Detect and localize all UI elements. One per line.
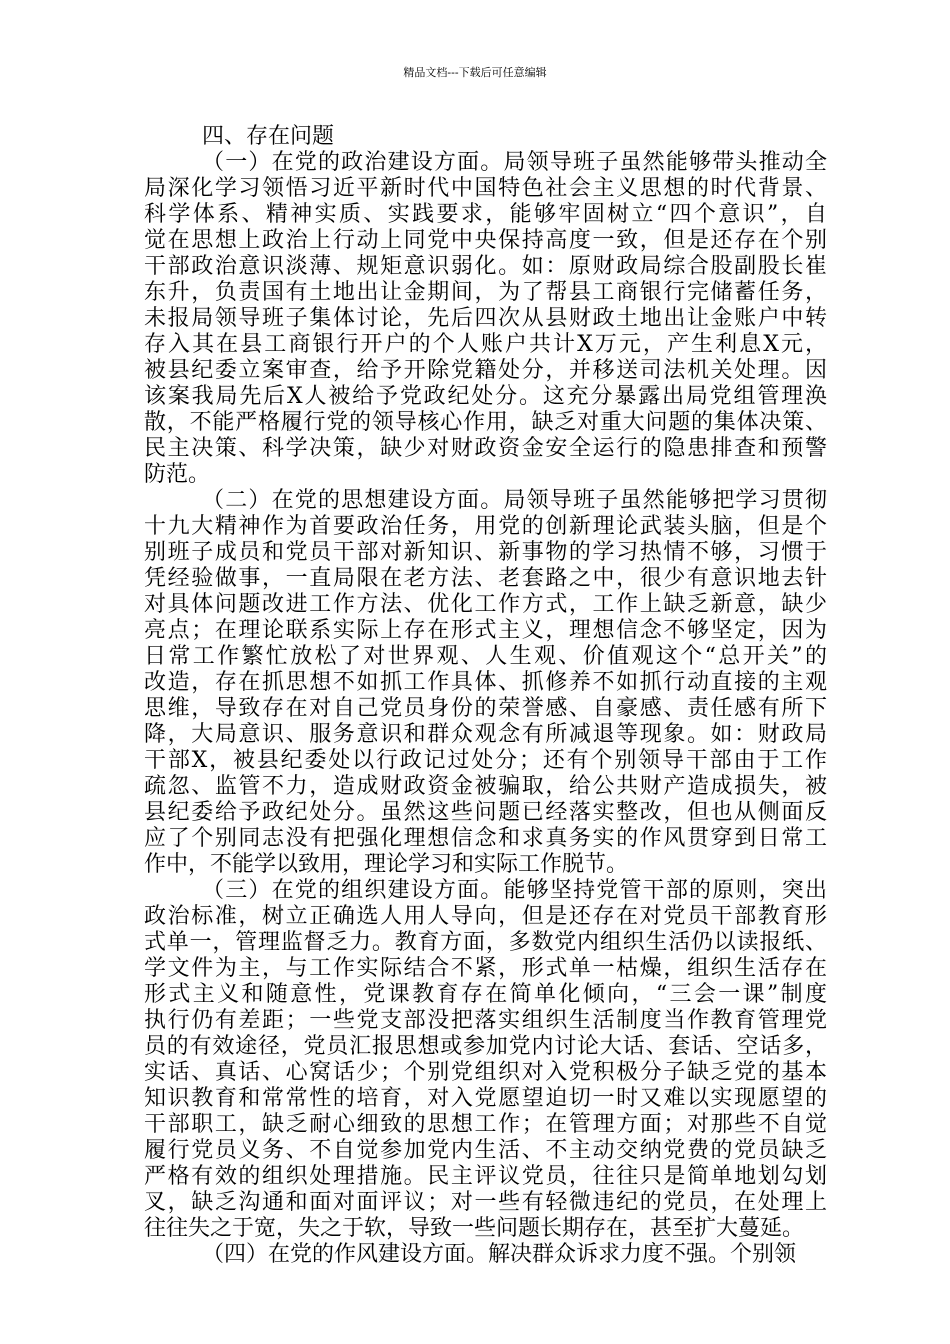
paragraph-line: 东升，负责国有土地出让金期间，为了帮县工商银行完储蓄任务， [144,280,827,305]
page-header-note: 精品文档---下载后可任意编辑 [403,66,547,79]
paragraph-line: 日常工作繁忙放松了对世界观、人生观、价值观这个“总开关”的 [144,644,827,669]
paragraph-list [144,150,827,1268]
paragraph-line: 亮点；在理论联系实际上存在形式主义，理想信念不够坚定，因为 [144,618,827,643]
paragraph-line: 对具体问题改进工作方法、优化工作方式，工作上缺乏新意，缺少 [144,592,827,617]
paragraph-line: （三）在党的组织建设方面。能够坚持党管干部的原则，突出 [202,878,827,903]
paragraph [144,488,827,878]
paragraph-line: （四）在党的作风建设方面。解决群众诉求力度不强。个别领 [202,1242,797,1267]
paragraph-line: 严格有效的组织处理措施。民主评议党员，往往只是简单地划勾划 [144,1164,827,1189]
paragraph-line: 作中，不能学以致用，理论学习和实际工作脱节。 [144,852,629,877]
paragraph-line: 式单一，管理监督乏力。教育方面，多数党内组织生活仍以读报纸、 [144,930,827,955]
paragraph-line: 民主决策、科学决策，缺少对财政资金安全运行的隐患排查和预警 [144,436,827,461]
paragraph [144,150,827,488]
paragraph-line: 被县纪委立案审查，给予开除党籍处分，并移送司法机关处理。因 [144,358,827,383]
paragraph-line: 叉，缺乏沟通和面对面评议；对一些有轻微违纪的党员，在处理上 [144,1190,827,1215]
paragraph-line: 散，不能严格履行党的领导核心作用，缺乏对重大问题的集体决策、 [144,410,827,435]
paragraph-line: 思维，导致存在对自己党员身份的荣誉感、自豪感、责任感有所下 [144,696,827,721]
paragraph-line: 局深化学习领悟习近平新时代中国特色社会主义思想的时代背景、 [144,176,827,201]
paragraph-line: 往往失之于宽，失之于软，导致一些问题长期存在，甚至扩大蔓延。 [144,1216,805,1241]
paragraph-line: 干部政治意识淡薄、规矩意识弱化。如：原财政局综合股副股长崔 [144,254,827,279]
paragraph-line: 形式主义和随意性，党课教育存在简单化倾向，“三会一课”制度 [144,982,827,1007]
paragraph [144,878,827,1242]
paragraph-line: 存入其在县工商银行开户的个人账户共计X万元，产生利息X元， [144,332,827,357]
paragraph-line: 知识教育和常常性的培育，对入党愿望迫切一时又难以实现愿望的 [144,1086,827,1111]
paragraph-line: 干部X，被县纪委处以行政记过处分；还有个别领导干部由于工作 [144,748,827,773]
paragraph-line: 疏忽、监管不力，造成财政资金被骗取，给公共财产造成损失，被 [144,774,827,799]
paragraph-line: 未报局领导班子集体讨论，先后四次从县财政土地出让金账户中转 [144,306,827,331]
paragraph-line: 政治标准，树立正确选人用人导向，但是还存在对党员干部教育形 [144,904,827,929]
section-heading: 四、存在问题 [202,124,335,149]
paragraph-line: 十九大精神作为首要政治任务，用党的创新理论武装头脑，但是个 [144,514,827,539]
paragraph-line: 实话、真话、心窝话少；个别党组织对入党积极分子缺乏党的基本 [144,1060,827,1085]
paragraph-line: 员的有效途径，党员汇报思想或参加党内讨论大话、套话、空话多， [144,1034,827,1059]
paragraph-line: 履行党员义务、不自觉参加党内生活、不主动交纳党费的党员缺乏 [144,1138,827,1163]
paragraph-line: （二）在党的思想建设方面。局领导班子虽然能够把学习贯彻 [202,488,827,513]
paragraph-line: 凭经验做事，一直局限在老方法、老套路之中，很少有意识地去针 [144,566,827,591]
paragraph-line: 别班子成员和党员干部对新知识、新事物的学习热情不够，习惯于 [144,540,827,565]
paragraph-line: 该案我局先后X人被给予党政纪处分。这充分暴露出局党组管理涣 [144,384,827,409]
paragraph-line: 改造，存在抓思想不如抓工作具体、抓修养不如抓行动直接的主观 [144,670,827,695]
paragraph [144,1242,827,1268]
paragraph-line: 干部职工，缺乏耐心细致的思想工作；在管理方面；对那些不自觉 [144,1112,827,1137]
paragraph-line: 县纪委给予政纪处分。虽然这些问题已经落实整改，但也从侧面反 [144,800,827,825]
paragraph-line: 科学体系、精神实质、实践要求，能够牢固树立“四个意识”，自 [144,202,827,227]
paragraph-line: 执行仍有差距；一些党支部没把落实组织生活制度当作教育管理党 [144,1008,827,1033]
paragraph-line: 觉在思想上政治上行动上同党中央保持高度一致，但是还存在个别 [144,228,827,253]
paragraph-line: 学文件为主，与工作实际结合不紧，形式单一枯燥，组织生活存在 [144,956,827,981]
paragraph-line: （一）在党的政治建设方面。局领导班子虽然能够带头推动全 [202,150,827,175]
paragraph-line: 防范。 [144,462,211,487]
paragraph-line: 应了个别同志没有把强化理想信念和求真务实的作风贯穿到日常工 [144,826,827,851]
document-body [144,124,827,1268]
paragraph-line: 降，大局意识、服务意识和群众观念有所减退等现象。如：财政局 [144,722,827,747]
